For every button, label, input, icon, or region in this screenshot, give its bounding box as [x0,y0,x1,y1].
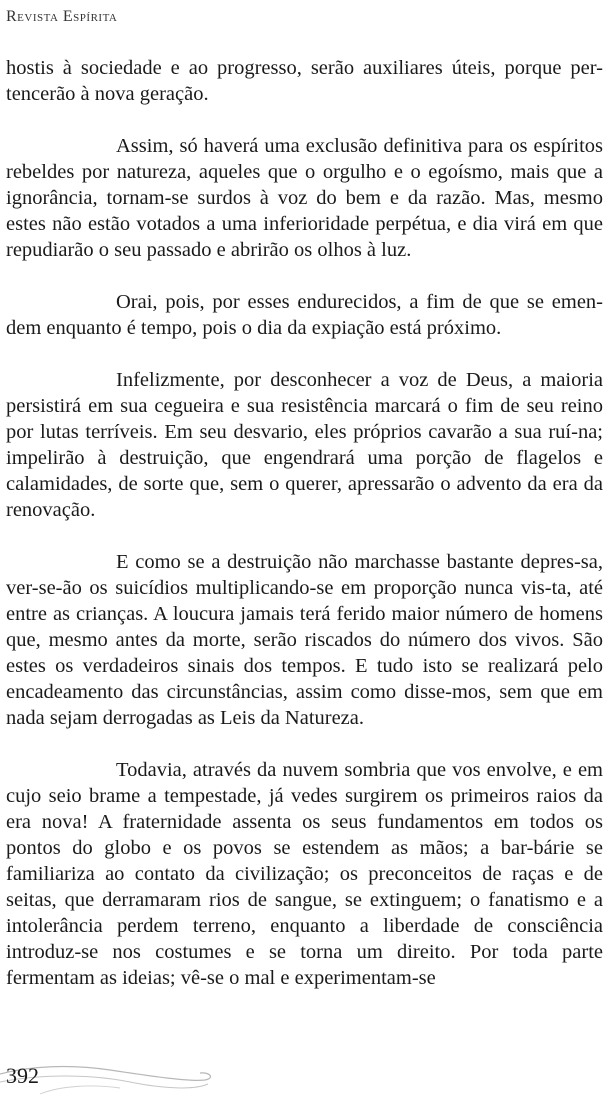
paragraph: Assim, só haverá uma exclusão definitiva para os espíritos rebeldes por natureza, aqueles que o orgulho e o egoísmo, mais que a ignorância, tornam-se surdos à voz do bem e da razão. Mas, mesmo estes não estão votados a uma inferioridade perpétua, e dia virá em que repudiarão o seu passado e abrirão os olhos à luz. [6,135,603,261]
paragraph: Infelizmente, por desconhecer a voz de Deus, a maioria persistirá em sua cegueira e sua resistência marcará o fim de seu reino por lutas terríveis. Em seu desvario, eles próprios cavarão a sua ruí-na; impelirão à destruição, que engendrará uma porção de flagelos e calamidades, de sorte que, sem o querer, apressarão o advento da era da renovação. [6,369,603,521]
paragraph: Todavia, através da nuvem sombria que vos envolve, e em cujo seio brame a tempestade, já vedes surgirem os primeiros raios da era nova! A fraternidade assenta os seus fundamentos em todos os pontos do globo e os povos se estendem as mãos; a bar-bárie se familiariza ao contato da civilização; os preconceitos de raças e de seitas, que derramaram rios de sangue, se extinguem; o fanatismo e a intolerância perdem terreno, enquanto a liberdade de consciência introduz-se nos costumes e se torna um direito. Por toda parte fermentam as ideias; vê-se o mal e experimentam-se [6,759,603,989]
running-head: Revista Espírita [6,8,118,25]
paragraph: E como se a destruição não marchasse bastante depres-sa, ver-se-ão os suicídios multiplicando-se em proporção nunca vis-ta, até entre as crianças. A loucura jamais terá ferido maior número de homens que, mesmo antes da morte, serão riscados do número dos vivos. São estes os verdadeiros sinais dos tempos. E tudo isto se realizará pelo encadeamento das circunstâncias, assim como disse-mos, sem que em nada sejam derrogadas as Leis da Natureza. [6,551,603,729]
paragraph: Orai, pois, por esses endurecidos, a fim de que se emen-dem enquanto é tempo, pois o dia da expiação está próximo. [6,291,603,339]
paragraph-continuation: hostis à sociedade e ao progresso, serão auxiliares úteis, porque per-tencerão à nova geração. [6,57,603,105]
page-number: 392 [6,1063,39,1088]
body-text [6,55,603,991]
